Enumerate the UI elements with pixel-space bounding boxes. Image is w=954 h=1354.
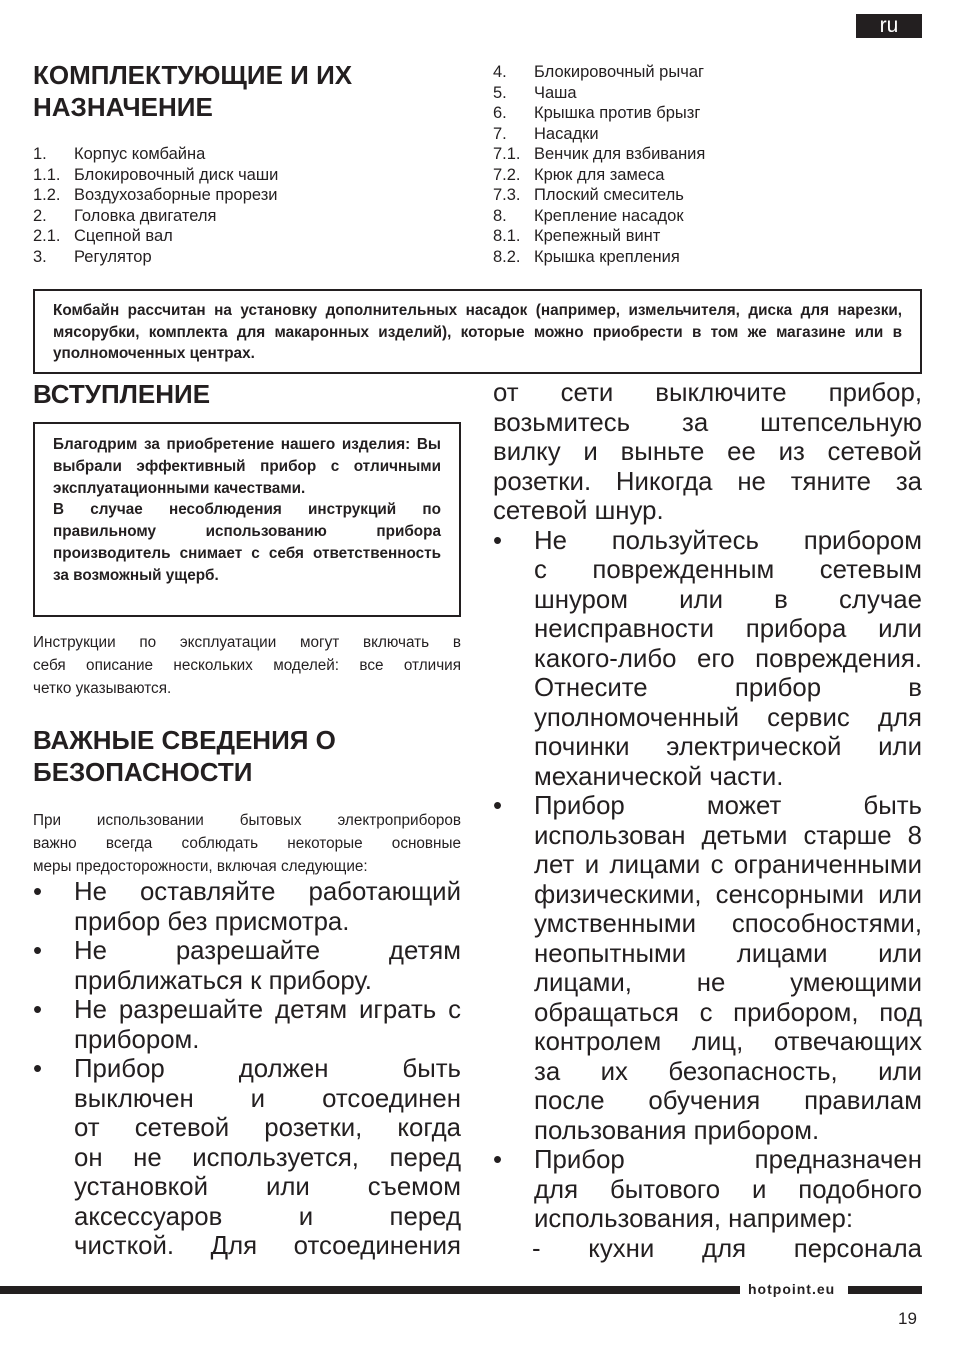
list-item [493, 165, 705, 186]
text-line: физическими, сенсорными или [534, 880, 922, 909]
parts-list-left [33, 144, 278, 267]
item-number: 7.1. [493, 145, 521, 163]
item-number: 1. [33, 145, 47, 163]
list-item [493, 247, 705, 268]
item-number: 8.1. [493, 227, 521, 245]
text-line: контролем лиц, отвечающих [534, 1028, 922, 1056]
item-label: Венчик для взбивания [534, 145, 706, 163]
text-line: возьмитесь за штепсельную [493, 408, 922, 437]
footer-rule-end [848, 1286, 922, 1294]
bullet-item [33, 996, 461, 1055]
item-number: 7. [493, 124, 507, 143]
safety-bullets-right [493, 379, 922, 1264]
safety-intro [33, 809, 461, 878]
text-line: меры предосторожности, включая следующие: [33, 858, 368, 875]
bullet-item [493, 1146, 922, 1235]
item-label: Корпус комбайна [74, 145, 206, 163]
text-line: вилку и выньте ее из сетевой [493, 438, 922, 466]
text-line: Не разрешайте детям [74, 937, 461, 965]
item-label: Крюк для замеса [534, 165, 665, 184]
bullet-text [74, 996, 461, 1055]
item-label: Крепежный винт [534, 227, 661, 245]
bullet-text [74, 937, 461, 996]
text-line: аксессуаров и перед [74, 1202, 461, 1231]
accessories-notice: Комбайн рассчитан на установку дополнительных насадок (например, измельчителя, диска для нарезки, мясорубки, комплекта для макаронных изделий), которые можно приобрести в том же магазине или в уполномоченных центрах. [33, 289, 922, 374]
safety-title: ВАЖНЫЕ СВЕДЕНИЯ О БЕЗОПАСНОСТИ [33, 725, 336, 787]
text-line: чисткой. Для отсоединения [74, 1232, 461, 1260]
bullet-item [33, 937, 461, 996]
text-line: он не используется, перед [74, 1143, 461, 1172]
text-line: Прибор предназначен [534, 1146, 922, 1174]
parts-list-right [493, 62, 705, 267]
bullet-mark: • [493, 792, 503, 820]
text-line: приближаться к прибору. [74, 966, 372, 995]
item-number: 6. [493, 104, 507, 122]
item-label: Головка двигателя [74, 206, 217, 225]
intro-thanks: Благодрим за приобретение нашего изделия: Вы выбрали эффективный прибор с отличными эксплуатационными качествами. [53, 436, 441, 497]
instructions-note [33, 631, 461, 700]
text-line: использован детьми старше 8 [534, 821, 922, 850]
text-line: Прибор может быть [534, 792, 922, 820]
list-item [33, 247, 278, 268]
safety-bullets-left [33, 878, 461, 1262]
language-badge: ru [856, 14, 922, 38]
text-line: Прибор должен быть [74, 1055, 461, 1083]
item-number: 7.2. [493, 165, 521, 184]
item-number: 4. [493, 63, 507, 81]
list-item [493, 185, 705, 206]
intro-title: ВСТУПЛЕНИЕ [33, 379, 211, 409]
text-line: от сетевой розетки, когда [74, 1114, 461, 1142]
page-number: 19 [898, 1309, 917, 1328]
item-number: 1.2. [33, 186, 61, 204]
brand-url: hotpoint.eu [748, 1281, 836, 1297]
list-item [33, 165, 278, 186]
item-label: Крышка против брызг [534, 104, 701, 122]
bullet-item [33, 1055, 461, 1262]
text-line: неисправности прибора или [534, 615, 922, 643]
item-number: 3. [33, 247, 47, 266]
text-line: какого-либо его повреждения. [534, 644, 922, 673]
text-line: Не пользуйтесь прибором [534, 526, 922, 555]
item-number: 5. [493, 83, 507, 102]
list-item [493, 83, 705, 104]
bullet-mark: • [33, 996, 43, 1024]
text-line: обращаться с прибором, под [534, 998, 922, 1027]
text-line: прибором. [74, 1025, 200, 1054]
item-label: Крышка крепления [534, 247, 680, 266]
text-line: для бытового и подобного [534, 1175, 922, 1204]
footer-rule [0, 1286, 740, 1294]
text-line: установкой или съемом [74, 1173, 461, 1201]
text-line: прибор без присмотра. [74, 907, 350, 936]
list-item [493, 62, 705, 83]
item-number: 8. [493, 206, 507, 225]
item-label: Плоский смеситель [534, 186, 684, 204]
list-item [493, 103, 705, 124]
text-line: розетки. Никогда не тяните за [493, 467, 922, 496]
text-line: Инструкции по эксплуатации могут включать в [33, 634, 461, 651]
item-label: Блокировочный диск чаши [74, 165, 279, 184]
text-line: четко указываются. [33, 680, 172, 697]
list-item [493, 144, 705, 165]
text-line: Отнесите прибор в [534, 674, 922, 702]
text-line: Не разрешайте детям играть с [74, 996, 461, 1024]
bullet-item [33, 878, 461, 937]
text-line: от сети выключите прибор, [493, 379, 922, 407]
text-line: При использовании бытовых электроприборов [33, 812, 461, 829]
text-line: умственными способностями, [534, 910, 922, 938]
components-title: КОМПЛЕКТУЮЩИЕ И ИХ НАЗНАЧЕНИЕ [33, 60, 353, 122]
bullet-text [74, 878, 461, 937]
text-line: после обучения правилам [534, 1087, 922, 1115]
bullet-mark: • [493, 1146, 503, 1174]
bullet-text [534, 1146, 922, 1235]
intro-disclaimer: В случае несоблюдения инструкций по правильному использованию прибора производитель снимает с себя ответственность за возможный ущерб. [53, 501, 441, 584]
bullet-mark: • [33, 937, 43, 965]
text-line: пользования прибором. [534, 1116, 820, 1145]
bullet-continuation [493, 379, 922, 527]
text-line: использования, например: [534, 1205, 854, 1233]
list-item [493, 206, 705, 227]
bullet-mark: • [33, 1055, 43, 1083]
item-number: 1.1. [33, 165, 61, 184]
text-line: починки электрической или [534, 733, 922, 761]
text-line: Не оставляйте работающий [74, 878, 461, 906]
text-line: неопытными лицами или [534, 939, 922, 968]
text-line: лицами, не умеющими [534, 969, 922, 997]
text-line: лет и лицами с ограниченными [534, 851, 922, 879]
item-number: 7.3. [493, 186, 521, 204]
text-line: важно всегда соблюдать некоторые основные [33, 835, 461, 852]
text-line: шнуром или в случае [534, 585, 922, 614]
text-line: с поврежденным сетевым [534, 556, 922, 584]
item-label: Сцепной вал [74, 227, 173, 245]
list-item [33, 226, 278, 247]
list-item [33, 206, 278, 227]
text-line: уполномоченный сервис для [534, 703, 922, 732]
text-line: механической части. [534, 762, 784, 791]
text-line: за их безопасность, или [534, 1057, 922, 1086]
text-line: сетевой шнур. [493, 497, 664, 525]
item-label: Регулятор [74, 247, 152, 266]
sub-item [493, 1235, 922, 1265]
item-number: 8.2. [493, 247, 521, 266]
text-line: выключен и отсоединен [74, 1084, 461, 1113]
bullet-text [74, 1055, 461, 1262]
text-line: себя описание нескольких моделей: все отличия [33, 657, 461, 674]
list-item [493, 226, 705, 247]
item-number: 2. [33, 206, 47, 225]
bullet-mark: • [33, 878, 43, 906]
bullet-item [493, 792, 922, 1146]
item-label: Блокировочный рычаг [534, 63, 705, 81]
item-label: Воздухозаборные прорези [74, 186, 278, 204]
bullet-text [534, 527, 922, 793]
bullet-item [493, 527, 922, 793]
item-label: Чаша [534, 83, 577, 102]
item-label: Крепление насадок [534, 206, 684, 225]
item-number: 2.1. [33, 227, 61, 245]
bullet-mark: • [493, 526, 503, 555]
list-item [33, 185, 278, 206]
intro-box [33, 422, 461, 617]
list-item [33, 144, 278, 165]
list-item [493, 124, 705, 145]
item-label: Насадки [534, 124, 599, 143]
text-line: - кухни для персонала [532, 1234, 922, 1263]
bullet-text [534, 792, 922, 1146]
